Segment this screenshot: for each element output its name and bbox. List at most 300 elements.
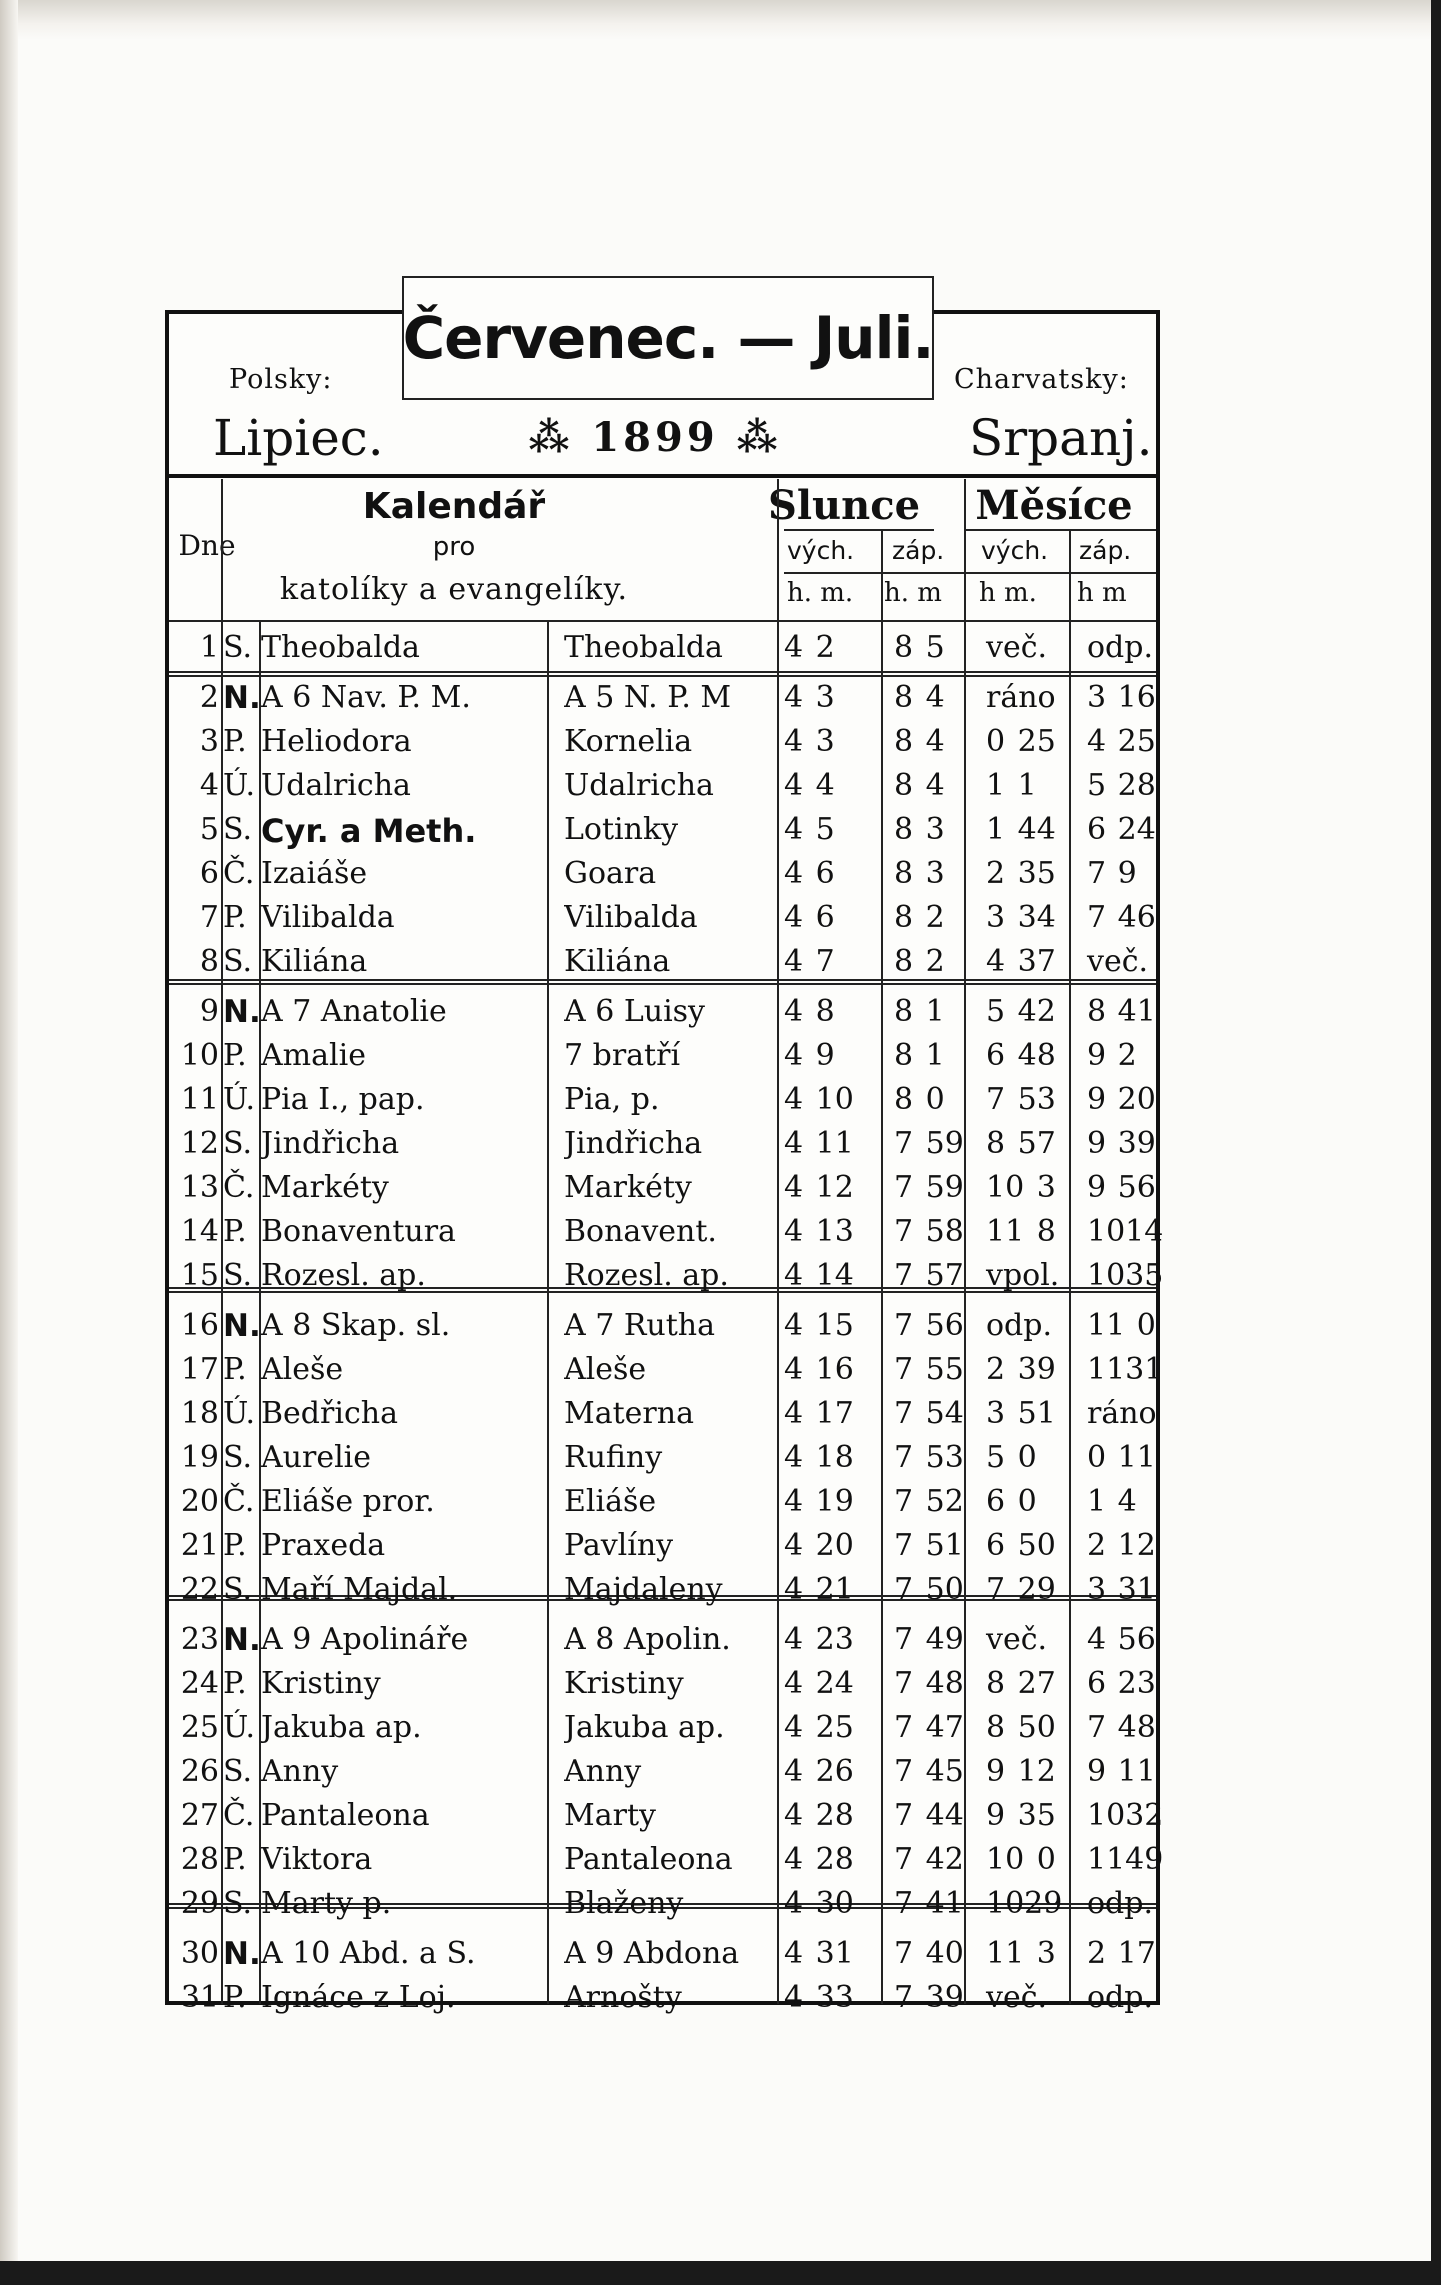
month-title-dash: — <box>737 304 795 372</box>
month-title-german: Juli. <box>813 304 934 372</box>
moonrise-time: 8 50 <box>986 1710 1056 1745</box>
moonset-time: 9 11 <box>1087 1754 1156 1789</box>
moonrise-time: 10 0 <box>986 1842 1056 1877</box>
day-of-week: S. <box>223 812 253 847</box>
moonrise-time: 7 53 <box>986 1082 1056 1117</box>
moonrise-time: 6 48 <box>986 1038 1056 1073</box>
rule-units <box>784 572 1156 574</box>
moonrise-time: 11 3 <box>986 1936 1056 1971</box>
day-number: 29 <box>180 1886 219 1921</box>
catholic-name: Amalie <box>261 1038 366 1073</box>
day-of-week: Č. <box>223 1798 255 1833</box>
catholic-name: Kiliána <box>261 944 368 979</box>
moonset-time: odp. <box>1087 1980 1154 2015</box>
sunset-time: 7 56 <box>894 1308 964 1343</box>
moonrise-time: 1 1 <box>986 768 1037 803</box>
moonset-time: 7 48 <box>1087 1710 1156 1745</box>
day-number: 24 <box>180 1666 219 1701</box>
catholic-name: Bedřicha <box>261 1396 398 1431</box>
sunrise-time: 4 28 <box>784 1798 854 1833</box>
month-title-box <box>402 276 934 400</box>
catholic-name: Markéty <box>261 1170 389 1205</box>
moonrise-time: več. <box>986 1622 1048 1657</box>
catholic-name: Viktora <box>261 1842 373 1877</box>
sunrise-time: 4 17 <box>784 1396 854 1431</box>
day-of-week: P. <box>223 1352 247 1387</box>
scan-edge-bottom <box>0 2261 1441 2285</box>
day-number: 20 <box>180 1484 219 1519</box>
sunrise-time: 4 31 <box>784 1936 854 1971</box>
sunset-time: 8 1 <box>894 1038 945 1073</box>
catholic-name: A 7 Anatolie <box>261 994 447 1029</box>
sunset-time: 8 1 <box>894 994 945 1029</box>
day-of-week: N. <box>223 994 261 1030</box>
day-number: 26 <box>180 1754 219 1789</box>
evangelical-name: Lotinky <box>564 812 679 847</box>
sunrise-time: 4 6 <box>784 900 835 935</box>
evangelical-name: Kiliána <box>564 944 671 979</box>
moonrise-time: 3 34 <box>986 900 1056 935</box>
scan-edge-left <box>0 0 18 2285</box>
day-number: 6 <box>199 856 219 891</box>
calendar-row <box>169 1082 1156 1124</box>
day-of-week: P. <box>223 1842 247 1877</box>
year-label: ⁂ 1899 ⁂ <box>528 414 782 461</box>
day-number: 11 <box>180 1082 219 1117</box>
header-moon-rise: vých. <box>981 536 1049 565</box>
croatian-label: Charvatsky: <box>954 364 1129 395</box>
day-of-week: S. <box>223 630 253 665</box>
moonrise-time: 8 27 <box>986 1666 1056 1701</box>
catholic-name: Anny <box>261 1754 339 1789</box>
moonset-time: 9 2 <box>1087 1038 1137 1073</box>
moonset-time: ráno <box>1087 1396 1157 1431</box>
sunrise-time: 4 15 <box>784 1308 854 1343</box>
calendar-row <box>169 1622 1156 1664</box>
polish-label: Polsky: <box>229 364 333 395</box>
sunrise-time: 4 8 <box>784 994 835 1029</box>
sunrise-time: 4 6 <box>784 856 835 891</box>
moonrise-time: 11 8 <box>986 1214 1056 1249</box>
sunrise-time: 4 7 <box>784 944 835 979</box>
evangelical-name: A 5 N. P. M <box>564 680 732 715</box>
moonset-time: 1035 <box>1087 1258 1164 1293</box>
header-rule <box>169 474 1156 478</box>
sunset-time: 7 59 <box>894 1126 964 1161</box>
evangelical-name: Theobalda <box>564 630 723 665</box>
evangelical-name: Blaženy <box>564 1886 684 1921</box>
unit-moon-rise: h m. <box>979 578 1037 608</box>
calendar-row <box>169 724 1156 766</box>
sunset-time: 8 0 <box>894 1082 945 1117</box>
sunset-time: 7 57 <box>894 1258 964 1293</box>
moonrise-time: 1 44 <box>986 812 1056 847</box>
moonset-time: odp. <box>1087 1886 1154 1921</box>
moonset-time: 4 56 <box>1087 1622 1156 1657</box>
day-number: 31 <box>180 1980 219 2015</box>
day-of-week: P. <box>223 1980 247 2015</box>
sunset-time: 7 49 <box>894 1622 964 1657</box>
moonrise-time: vpol. <box>986 1258 1060 1293</box>
calendar-row <box>169 1352 1164 1394</box>
sunrise-time: 4 21 <box>784 1572 854 1607</box>
evangelical-name: A 9 Abdona <box>564 1936 740 1971</box>
calendar-row <box>169 1798 1164 1840</box>
sunrise-time: 4 2 <box>784 630 835 665</box>
sunset-time: 8 5 <box>894 630 945 665</box>
sunset-time: 8 4 <box>894 680 945 715</box>
header-katolici: katolíky a evangelíky. <box>279 572 629 607</box>
catholic-name: Jindřicha <box>261 1126 400 1161</box>
day-number: 25 <box>180 1710 219 1745</box>
moonset-time: 7 9 <box>1087 856 1137 891</box>
evangelical-name: Marty <box>564 1798 656 1833</box>
moonset-time: 4 25 <box>1087 724 1156 759</box>
catholic-name: Jakuba ap. <box>261 1710 422 1745</box>
sunrise-time: 4 3 <box>784 680 835 715</box>
evangelical-name: A 6 Luisy <box>564 994 706 1029</box>
catholic-name: Marty p. <box>261 1886 392 1921</box>
catholic-name: A 9 Apolináře <box>261 1622 469 1657</box>
month-title-czech: Červenec. <box>402 304 719 372</box>
calendar-row <box>169 1258 1164 1300</box>
day-number: 2 <box>199 680 219 715</box>
header-mesice: Měsíce <box>975 482 1133 529</box>
moonset-time: 6 23 <box>1087 1666 1156 1701</box>
calendar-row <box>169 1214 1164 1256</box>
sunrise-time: 4 16 <box>784 1352 854 1387</box>
calendar-row <box>169 768 1156 810</box>
calendar-row <box>169 1038 1156 1080</box>
day-number: 8 <box>199 944 219 979</box>
sunset-time: 7 55 <box>894 1352 964 1387</box>
catholic-name: Udalricha <box>261 768 411 803</box>
evangelical-name: Pavlíny <box>564 1528 674 1563</box>
moonset-time: 6 24 <box>1087 812 1156 847</box>
day-of-week: S. <box>223 1126 253 1161</box>
day-number: 4 <box>199 768 219 803</box>
sunrise-time: 4 23 <box>784 1622 854 1657</box>
moonset-time: 1131 <box>1087 1352 1164 1387</box>
calendar-row <box>169 1170 1156 1212</box>
sunset-time: 7 50 <box>894 1572 964 1607</box>
day-number: 19 <box>180 1440 219 1475</box>
day-number: 15 <box>180 1258 219 1293</box>
evangelical-name: Jindřicha <box>564 1126 703 1161</box>
calendar-row <box>169 1980 1156 2022</box>
catholic-name: A 6 Nav. P. M. <box>261 680 471 715</box>
day-number: 23 <box>180 1622 219 1657</box>
sunset-time: 7 41 <box>894 1886 964 1921</box>
moonset-time: 9 20 <box>1087 1082 1156 1117</box>
day-of-week: S. <box>223 1440 253 1475</box>
day-of-week: Č. <box>223 856 255 891</box>
evangelical-name: Udalricha <box>564 768 714 803</box>
evangelical-name: Kristiny <box>564 1666 684 1701</box>
sunrise-time: 4 11 <box>784 1126 854 1161</box>
day-number: 5 <box>199 812 219 847</box>
moonset-time: 8 41 <box>1087 994 1156 1029</box>
sunset-time: 8 3 <box>894 856 945 891</box>
moonrise-time: 4 37 <box>986 944 1056 979</box>
moonset-time: 2 12 <box>1087 1528 1156 1563</box>
sunset-time: 7 58 <box>894 1214 964 1249</box>
day-of-week: P. <box>223 1214 247 1249</box>
calendar-row <box>169 1396 1156 1438</box>
day-number: 14 <box>180 1214 219 1249</box>
day-of-week: Č. <box>223 1170 255 1205</box>
moonset-time: 1149 <box>1087 1842 1164 1877</box>
calendar-row <box>169 1886 1156 1928</box>
catholic-name: Heliodora <box>261 724 412 759</box>
calendar-row <box>169 1528 1156 1570</box>
sunrise-time: 4 24 <box>784 1666 854 1701</box>
sunrise-time: 4 26 <box>784 1754 854 1789</box>
moonset-time: 1032 <box>1087 1798 1164 1833</box>
sunset-time: 8 3 <box>894 812 945 847</box>
moonrise-time: 7 29 <box>986 1572 1056 1607</box>
header-sun-rise: vých. <box>787 536 855 565</box>
day-number: 22 <box>180 1572 219 1607</box>
sunrise-time: 4 4 <box>784 768 835 803</box>
sunset-time: 7 53 <box>894 1440 964 1475</box>
day-of-week: S. <box>223 1886 253 1921</box>
day-number: 27 <box>180 1798 219 1833</box>
calendar-row <box>169 812 1156 854</box>
sunrise-time: 4 20 <box>784 1528 854 1563</box>
calendar-row <box>169 1308 1156 1350</box>
moonrise-time: 8 57 <box>986 1126 1056 1161</box>
catholic-name: Pia I., pap. <box>261 1082 425 1117</box>
sunset-time: 7 40 <box>894 1936 964 1971</box>
evangelical-name: Jakuba ap. <box>564 1710 725 1745</box>
moonset-time: 7 46 <box>1087 900 1156 935</box>
sunrise-time: 4 28 <box>784 1842 854 1877</box>
calendar-row <box>169 1710 1156 1752</box>
calendar-row <box>169 900 1156 942</box>
sunset-time: 8 2 <box>894 900 945 935</box>
calendar-row <box>169 1126 1156 1168</box>
moonset-time: 3 31 <box>1087 1572 1156 1607</box>
moonrise-time: 6 0 <box>986 1484 1037 1519</box>
moonset-time: 5 28 <box>1087 768 1156 803</box>
calendar-row <box>169 1936 1156 1978</box>
unit-moon-set: h m <box>1077 578 1127 608</box>
moonset-time: 9 39 <box>1087 1126 1156 1161</box>
day-number: 3 <box>199 724 219 759</box>
evangelical-name: A 8 Apolin. <box>564 1622 731 1657</box>
catholic-name: Vilibalda <box>261 900 395 935</box>
header-slunce: Slunce <box>767 482 921 529</box>
sunrise-time: 4 25 <box>784 1710 854 1745</box>
calendar-row <box>169 630 1156 672</box>
header-kalendar: Kalendář <box>362 486 546 527</box>
moonset-time: 9 56 <box>1087 1170 1156 1205</box>
sunrise-time: 4 33 <box>784 1980 854 2015</box>
moonset-time: 11 0 <box>1087 1308 1156 1343</box>
moonset-time: 3 16 <box>1087 680 1156 715</box>
moonset-time: 1014 <box>1087 1214 1164 1249</box>
sunrise-time: 4 5 <box>784 812 835 847</box>
day-number: 17 <box>180 1352 219 1387</box>
day-number: 21 <box>180 1528 219 1563</box>
sunrise-time: 4 10 <box>784 1082 854 1117</box>
calendar-row <box>169 856 1156 898</box>
catholic-name: A 10 Abd. a S. <box>261 1936 476 1971</box>
sunset-time: 8 4 <box>894 724 945 759</box>
evangelical-name: Pantaleona <box>564 1842 733 1877</box>
sunset-time: 7 45 <box>894 1754 964 1789</box>
catholic-name: Izaiáše <box>261 856 368 891</box>
croatian-month: Srpanj. <box>969 409 1153 467</box>
day-of-week: Ú. <box>223 1710 256 1745</box>
sunset-time: 7 42 <box>894 1842 964 1877</box>
unit-sun-set: h. m <box>884 578 942 608</box>
evangelical-name: Aleše <box>564 1352 647 1387</box>
evangelical-name: Arnošty <box>564 1980 682 2015</box>
unit-sun-rise: h. m. <box>787 578 854 608</box>
evangelical-name: Vilibalda <box>564 900 698 935</box>
moonrise-time: 2 35 <box>986 856 1056 891</box>
sunset-time: 7 59 <box>894 1170 964 1205</box>
day-number: 10 <box>180 1038 219 1073</box>
evangelical-name: Pia, p. <box>564 1082 660 1117</box>
sunset-time: 7 48 <box>894 1666 964 1701</box>
moonrise-time: 9 35 <box>986 1798 1056 1833</box>
evangelical-name: Bonavent. <box>564 1214 717 1249</box>
day-number: 18 <box>180 1396 219 1431</box>
day-number: 7 <box>199 900 219 935</box>
evangelical-name: Kornelia <box>564 724 693 759</box>
day-of-week: P. <box>223 1528 247 1563</box>
day-of-week: N. <box>223 1622 261 1658</box>
day-number: 30 <box>180 1936 219 1971</box>
day-of-week: Ú. <box>223 1082 256 1117</box>
evangelical-name: Goara <box>564 856 657 891</box>
moonset-time: odp. <box>1087 630 1154 665</box>
catholic-name: Aleše <box>261 1352 344 1387</box>
day-number: 12 <box>180 1126 219 1161</box>
day-of-week: P. <box>223 724 247 759</box>
sunrise-time: 4 13 <box>784 1214 854 1249</box>
catholic-name: Kristiny <box>261 1666 381 1701</box>
day-of-week: Ú. <box>223 768 256 803</box>
catholic-name: Cyr. a Meth. <box>261 812 477 850</box>
day-of-week: S. <box>223 1572 253 1607</box>
day-of-week: S. <box>223 1258 253 1293</box>
calendar-row <box>169 1572 1156 1614</box>
evangelical-name: 7 bratří <box>564 1038 681 1073</box>
day-number: 1 <box>199 630 219 665</box>
moonrise-time: več. <box>986 1980 1048 2015</box>
sunset-time: 8 4 <box>894 768 945 803</box>
header-moon-set: záp. <box>1079 536 1132 565</box>
calendar-row <box>169 680 1156 722</box>
calendar-row <box>169 994 1156 1036</box>
calendar-row <box>169 1842 1164 1884</box>
catholic-name: Praxeda <box>261 1528 386 1563</box>
moonset-time: 0 11 <box>1087 1440 1156 1475</box>
sunrise-time: 4 12 <box>784 1170 854 1205</box>
evangelical-name: Eliáše <box>564 1484 657 1519</box>
evangelical-name: Rufiny <box>564 1440 663 1475</box>
moonrise-time: 3 51 <box>986 1396 1056 1431</box>
sunrise-time: 4 19 <box>784 1484 854 1519</box>
sunset-time: 7 47 <box>894 1710 964 1745</box>
catholic-name: A 8 Skap. sl. <box>261 1308 451 1343</box>
polish-month: Lipiec. <box>213 409 384 467</box>
catholic-name: Aurelie <box>261 1440 372 1475</box>
moonset-time: 1 4 <box>1087 1484 1137 1519</box>
day-of-week: N. <box>223 1308 261 1344</box>
catholic-name: Ignáce z Loj. <box>261 1980 456 2015</box>
sunrise-time: 4 9 <box>784 1038 835 1073</box>
catholic-name: Theobalda <box>261 630 420 665</box>
evangelical-name: A 7 Rutha <box>564 1308 715 1343</box>
day-of-week: P. <box>223 1666 247 1701</box>
catholic-name: Pantaleona <box>261 1798 430 1833</box>
day-of-week: N. <box>223 680 261 716</box>
calendar-page <box>165 304 1164 2015</box>
sunrise-time: 4 30 <box>784 1886 854 1921</box>
rule-sun-sub <box>784 529 934 531</box>
scan-edge-top <box>0 0 1441 40</box>
day-of-week: N. <box>223 1936 261 1972</box>
calendar-row <box>169 1666 1156 1708</box>
day-number: 13 <box>180 1170 219 1205</box>
catholic-name: Bonaventura <box>261 1214 456 1249</box>
day-number: 9 <box>199 994 219 1029</box>
header-pro: pro <box>432 532 476 562</box>
sunset-time: 7 39 <box>894 1980 964 2015</box>
calendar-row <box>169 1484 1156 1526</box>
day-number: 16 <box>180 1308 219 1343</box>
moonset-time: 2 17 <box>1087 1936 1156 1971</box>
evangelical-name: Majdaleny <box>564 1572 723 1607</box>
moonrise-time: 1029 <box>986 1886 1063 1921</box>
sunset-time: 7 52 <box>894 1484 964 1519</box>
moonrise-time: 2 39 <box>986 1352 1056 1387</box>
catholic-name: Rozesl. ap. <box>261 1258 426 1293</box>
moonrise-time: 5 42 <box>986 994 1056 1029</box>
evangelical-name: Anny <box>564 1754 642 1789</box>
rule-moon-sub <box>964 529 1156 531</box>
catholic-name: Maří Majdal. <box>261 1572 458 1607</box>
day-of-week: S. <box>223 1754 253 1789</box>
evangelical-name: Materna <box>564 1396 694 1431</box>
moonset-time: več. <box>1087 944 1149 979</box>
day-of-week: Č. <box>223 1484 255 1519</box>
day-of-week: P. <box>223 900 247 935</box>
moonrise-time: več. <box>986 630 1048 665</box>
sunset-time: 8 2 <box>894 944 945 979</box>
sunset-time: 7 54 <box>894 1396 964 1431</box>
moonrise-time: odp. <box>986 1308 1053 1343</box>
header-dne: Dne <box>178 529 236 562</box>
header-sun-set: záp. <box>892 536 945 565</box>
rule-table-top <box>169 620 1156 622</box>
calendar-row <box>169 944 1156 986</box>
moonrise-time: 5 0 <box>986 1440 1037 1475</box>
scan-edge-right <box>1431 0 1441 2285</box>
catholic-name: Eliáše pror. <box>261 1484 435 1519</box>
evangelical-name: Markéty <box>564 1170 692 1205</box>
calendar-row <box>169 1440 1156 1482</box>
moonrise-time: 0 25 <box>986 724 1056 759</box>
moonrise-time: 6 50 <box>986 1528 1056 1563</box>
day-of-week: Ú. <box>223 1396 256 1431</box>
calendar-row <box>169 1754 1156 1796</box>
